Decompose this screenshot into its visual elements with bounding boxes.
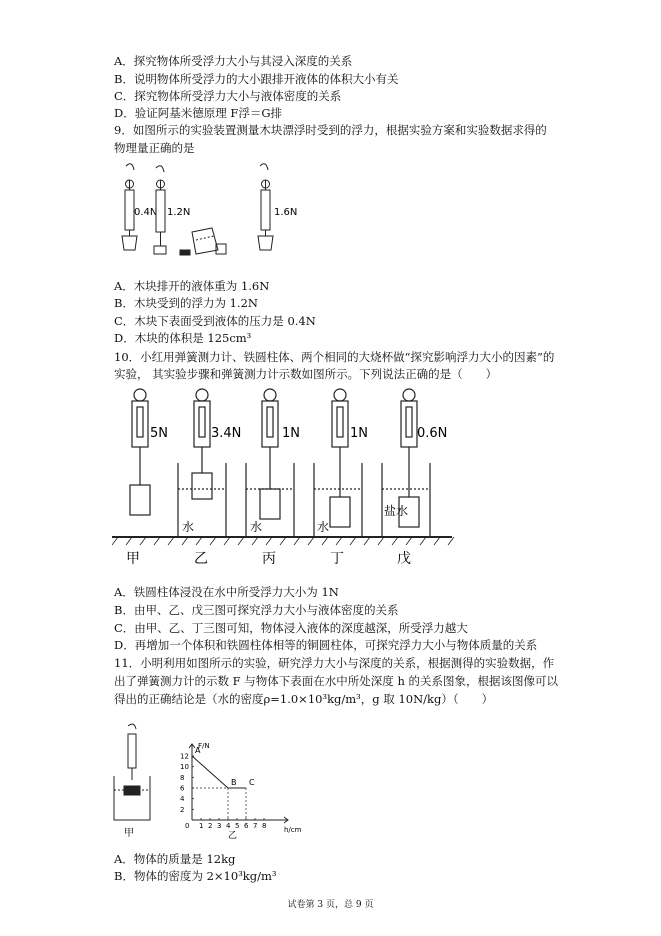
y-tick-label: 12 (180, 752, 189, 761)
q8-option-d: D．验证阿基米德原理 F浮＝G排 (114, 106, 283, 120)
q11-caption-left: 甲 (124, 828, 134, 839)
q9-reading-1: 0.4N (134, 207, 158, 218)
y-tick-label: 4 (180, 795, 185, 804)
q10-scale-jia (130, 389, 150, 515)
q10-scale-ding (314, 389, 362, 537)
x-tick-label: 3 (217, 822, 222, 830)
y-tick-label: 2 (180, 805, 185, 814)
q10-stem-line1: 10．小红用弹簧测力计、铁圆柱体、两个相同的大烧杯做“探究影响浮力大小的因素”的 (114, 350, 555, 364)
graph-x-label: h/cm (284, 826, 302, 834)
q10-reading-bing: 1N (282, 426, 300, 441)
point-label-c: C (249, 778, 255, 787)
q10-liquid-yi: 水 (182, 520, 195, 534)
q9-option-c: C．木块下表面受到液体的压力是 0.4N (114, 314, 316, 328)
graph-y-label: F/N (198, 742, 210, 750)
q10-liquid-wu: 盐水 (384, 504, 409, 518)
q11-graph (172, 738, 312, 840)
q10-option-c: C．由甲、乙、丁三图可知，物体浸入液体的深度越深，所受浮力越大 (114, 621, 468, 635)
q10-caption-yi: 乙 (194, 551, 208, 567)
x-tick-label: 4 (226, 822, 231, 830)
x-tick-label: 2 (208, 822, 213, 830)
point-label-a: A (195, 746, 201, 755)
y-tick-label: 10 (180, 763, 189, 772)
q10-option-a: A．铁圆柱体浸没在水中所受浮力大小为 1N (114, 585, 339, 599)
y-tick-label: 6 (180, 784, 185, 793)
data-line (192, 756, 246, 788)
q11-stem-line2: 出了弹簧测力计的示数 F 与物体下表面在水中所处深度 h 的关系图象，根据该图像可以 (114, 674, 559, 688)
q10-scale-yi (178, 389, 226, 537)
q9-scale-2 (154, 166, 166, 254)
q8-option-c: C．探究物体所受浮力大小与液体密度的关系 (114, 89, 342, 103)
x-tick-label: 1 (199, 822, 204, 830)
q10-caption-ding: 丁 (330, 551, 344, 567)
q10-option-d: D．再增加一个体积和铁圆柱体相等的铜圆柱体，可探究浮力大小与物体质量的关系 (114, 638, 538, 652)
q9-stem-line1: 9．如图所示的实验装置测量木块漂浮时受到的浮力，根据实验方案和实验数据求得的 (114, 123, 547, 137)
q10-option-b: B．由甲、乙、戊三图可探究浮力大小与液体密度的关系 (114, 603, 399, 617)
q9-option-d: D．木块的体积是 125cm³ (114, 331, 252, 345)
q11-stem-line1: 11．小明利用如图所示的实验，研究浮力大小与深度的关系，根据测得的实验数据，作 (114, 656, 555, 670)
x-tick-label: 6 (244, 822, 249, 830)
q9-stem-line2: 物理量正确的是 (114, 141, 195, 155)
q10-stem-line2: 实验， 其实验步骤和弹簧测力计示数如图所示。下列说法正确的是（ ） (114, 367, 498, 381)
q9-option-a: A．木块排开的液体重为 1.6N (114, 279, 270, 293)
q10-caption-bing: 丙 (262, 551, 276, 567)
graph-origin-label: 0 (185, 822, 190, 830)
q10-reading-wu: 0.6N (417, 426, 448, 441)
page-footer: 试卷第 3 页，总 9 页 (287, 900, 374, 910)
q8-option-b: B．说明物体所受浮力的大小跟排开液体的体积大小有关 (114, 72, 399, 86)
q8-option-a: A．探究物体所受浮力大小与其浸入深度的关系 (114, 54, 353, 68)
q9-scale-3 (258, 164, 273, 250)
q10-caption-jia: 甲 (126, 551, 140, 567)
q9-overflow-beaker (180, 228, 226, 255)
q11-apparatus (110, 722, 160, 840)
q9-reading-3: 1.6N (274, 207, 298, 218)
q10-caption-wu: 戊 (397, 551, 411, 567)
q10-liquid-ding: 水 (317, 520, 330, 534)
q11-stem-line3: 得出的正确结论是（水的密度ρ=1.0×10³kg/m³，g 取 10N/kg）（ ） (114, 692, 494, 706)
q10-figure (112, 385, 457, 575)
q10-scale-bing (246, 389, 294, 537)
x-tick-label: 8 (262, 822, 267, 830)
q11-option-b: B．物体的密度为 2×10³kg/m³ (114, 869, 277, 883)
q10-liquid-bing: 水 (250, 520, 263, 534)
q9-reading-2: 1.2N (167, 207, 191, 218)
x-tick-label: 5 (235, 822, 240, 830)
point-label-b: B (231, 778, 237, 787)
q11-option-a: A．物体的质量是 12kg (114, 852, 236, 866)
q10-reading-jia: 5N (150, 426, 168, 441)
q9-option-b: B．木块受到的浮力为 1.2N (114, 296, 258, 310)
q10-reading-yi: 3.4N (211, 426, 242, 441)
q9-figure (112, 160, 312, 268)
q11-caption-right: 乙 (228, 831, 238, 840)
y-tick-label: 8 (180, 773, 185, 782)
q10-reading-ding: 1N (350, 426, 368, 441)
x-tick-label: 7 (253, 822, 258, 830)
